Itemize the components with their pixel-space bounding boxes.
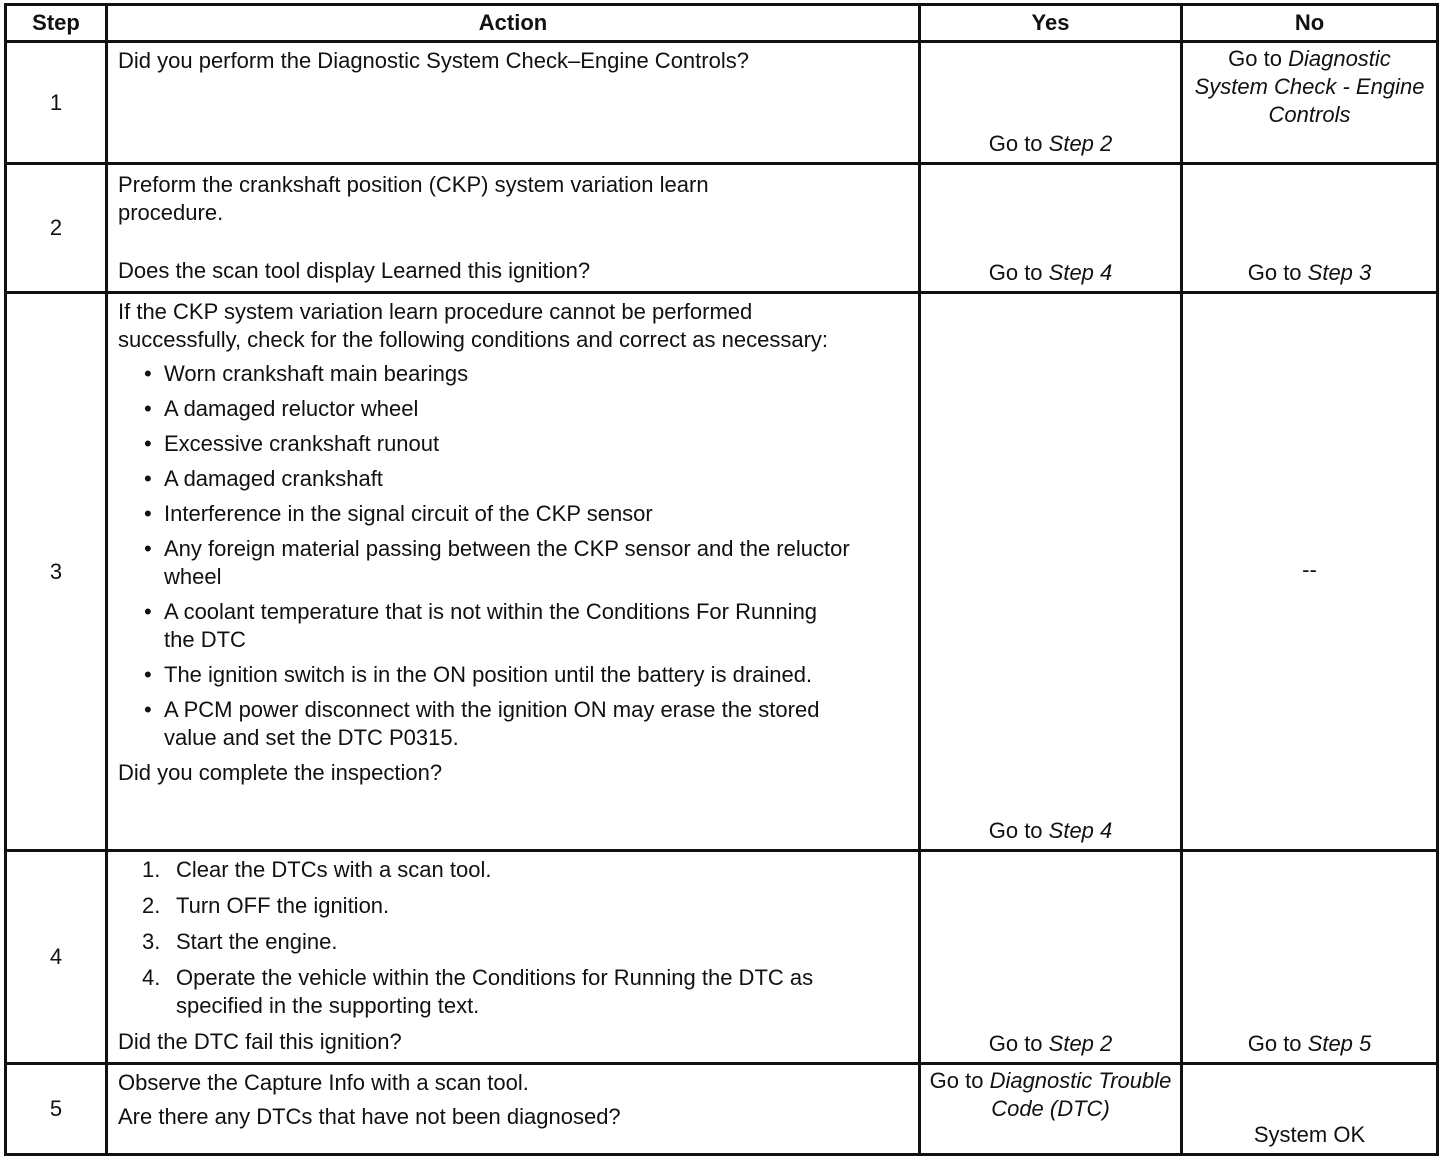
list-item: • A PCM power disconnect with the ignition ON may erase the stored value and set the DTC P0315.: [118, 696, 910, 752]
item-number: 4.: [142, 965, 161, 990]
list-item: [118, 964, 910, 1020]
item-text: Clear the DTCs with a scan tool.: [176, 857, 492, 882]
item-text: Start the engine.: [176, 929, 338, 954]
action-cell: [107, 851, 920, 1064]
action-question: Are there any DTCs that have not been diagnosed?: [118, 1104, 621, 1129]
step-number: 1: [6, 42, 107, 164]
yes-prefix: Go to: [988, 131, 1049, 156]
step-number: 3: [6, 293, 107, 851]
action-question: Did you complete the inspection?: [118, 760, 443, 785]
list-item: • Worn crankshaft main bearings: [118, 360, 910, 388]
yes-cell: [920, 164, 1182, 293]
yes-prefix: Go to: [988, 260, 1049, 285]
item-number: 1.: [142, 857, 161, 882]
step-number: 4: [6, 851, 107, 1064]
no-text: System OK: [1253, 1122, 1366, 1147]
table-row: [6, 293, 1438, 851]
action-question: Did the DTC fail this ignition?: [118, 1029, 402, 1054]
item-text: Operate the vehicle within the Conditions for Running the DTC as specified in the supporting text.: [176, 965, 814, 1018]
no-link[interactable]: Step 5: [1307, 1031, 1372, 1056]
yes-cell: [920, 42, 1182, 164]
yes-cell: [920, 851, 1182, 1064]
list-item: [118, 856, 910, 884]
yes-cell: [920, 1064, 1182, 1155]
list-item: • Excessive crankshaft runout: [118, 430, 910, 458]
list-item: [118, 928, 910, 956]
no-dash: --: [1302, 556, 1317, 582]
item-number: 2.: [142, 893, 161, 918]
header-row: [6, 5, 1438, 42]
list-item: • Any foreign material passing between the CKP sensor and the reluctor wheel: [118, 535, 910, 591]
header-yes: Yes: [920, 5, 1182, 42]
table-row: [6, 42, 1438, 164]
list-item: • The ignition switch is in the ON position until the battery is drained.: [118, 661, 910, 689]
table-row: [6, 851, 1438, 1064]
procedure-list: [118, 856, 910, 1020]
no-cell: [1182, 851, 1438, 1064]
action-cell: [107, 293, 920, 851]
item-number: 3.: [142, 929, 161, 954]
no-cell: [1182, 164, 1438, 293]
yes-link[interactable]: Step 2: [1048, 1031, 1113, 1056]
yes-prefix: Go to: [988, 818, 1049, 843]
yes-link[interactable]: Diagnostic Trouble Code (DTC): [989, 1068, 1172, 1121]
action-question: Does the scan tool display Learned this ignition?: [118, 258, 591, 283]
list-item: • Interference in the signal circuit of the CKP sensor: [118, 500, 910, 528]
diagnostic-table: [4, 3, 1439, 1156]
header-action: Action: [107, 5, 920, 42]
step-number: 5: [6, 1064, 107, 1155]
list-item: [118, 892, 910, 920]
no-prefix: Go to: [1247, 1031, 1308, 1056]
header-no: No: [1182, 5, 1438, 42]
yes-link[interactable]: Step 2: [1048, 131, 1113, 156]
list-item: • A damaged reluctor wheel: [118, 395, 910, 423]
step-number: 2: [6, 164, 107, 293]
yes-link[interactable]: Step 4: [1048, 260, 1113, 285]
yes-prefix: Go to: [929, 1068, 990, 1093]
yes-prefix: Go to: [988, 1031, 1049, 1056]
table-row: [6, 1064, 1438, 1155]
table-row: [6, 164, 1438, 293]
list-item: • A coolant temperature that is not within the Conditions For Running the DTC: [118, 598, 910, 654]
yes-link[interactable]: Step 4: [1048, 818, 1113, 843]
no-cell: [1182, 42, 1438, 164]
action-cell: [107, 164, 920, 293]
list-item: • A damaged crankshaft: [118, 465, 910, 493]
action-text: Preform the crankshaft position (CKP) system variation learn procedure.: [118, 172, 709, 225]
action-cell: [107, 1064, 920, 1155]
yes-cell: [920, 293, 1182, 851]
no-cell: [1182, 293, 1438, 851]
no-prefix: Go to: [1228, 46, 1289, 71]
action-cell: [107, 42, 920, 164]
header-step: Step: [6, 5, 107, 42]
condition-list: [118, 360, 910, 752]
no-prefix: Go to: [1247, 260, 1308, 285]
action-text: Did you perform the Diagnostic System Check–Engine Controls?: [118, 48, 749, 73]
no-cell: [1182, 1064, 1438, 1155]
action-text: If the CKP system variation learn procedure cannot be performed successfully, check for the following conditions and correct as necessary:: [118, 299, 829, 352]
no-link[interactable]: Step 3: [1307, 260, 1372, 285]
no-link[interactable]: Diagnostic System Check - Engine Controls: [1194, 46, 1425, 127]
item-text: Turn OFF the ignition.: [176, 893, 390, 918]
action-text: Observe the Capture Info with a scan tool.: [118, 1070, 529, 1095]
